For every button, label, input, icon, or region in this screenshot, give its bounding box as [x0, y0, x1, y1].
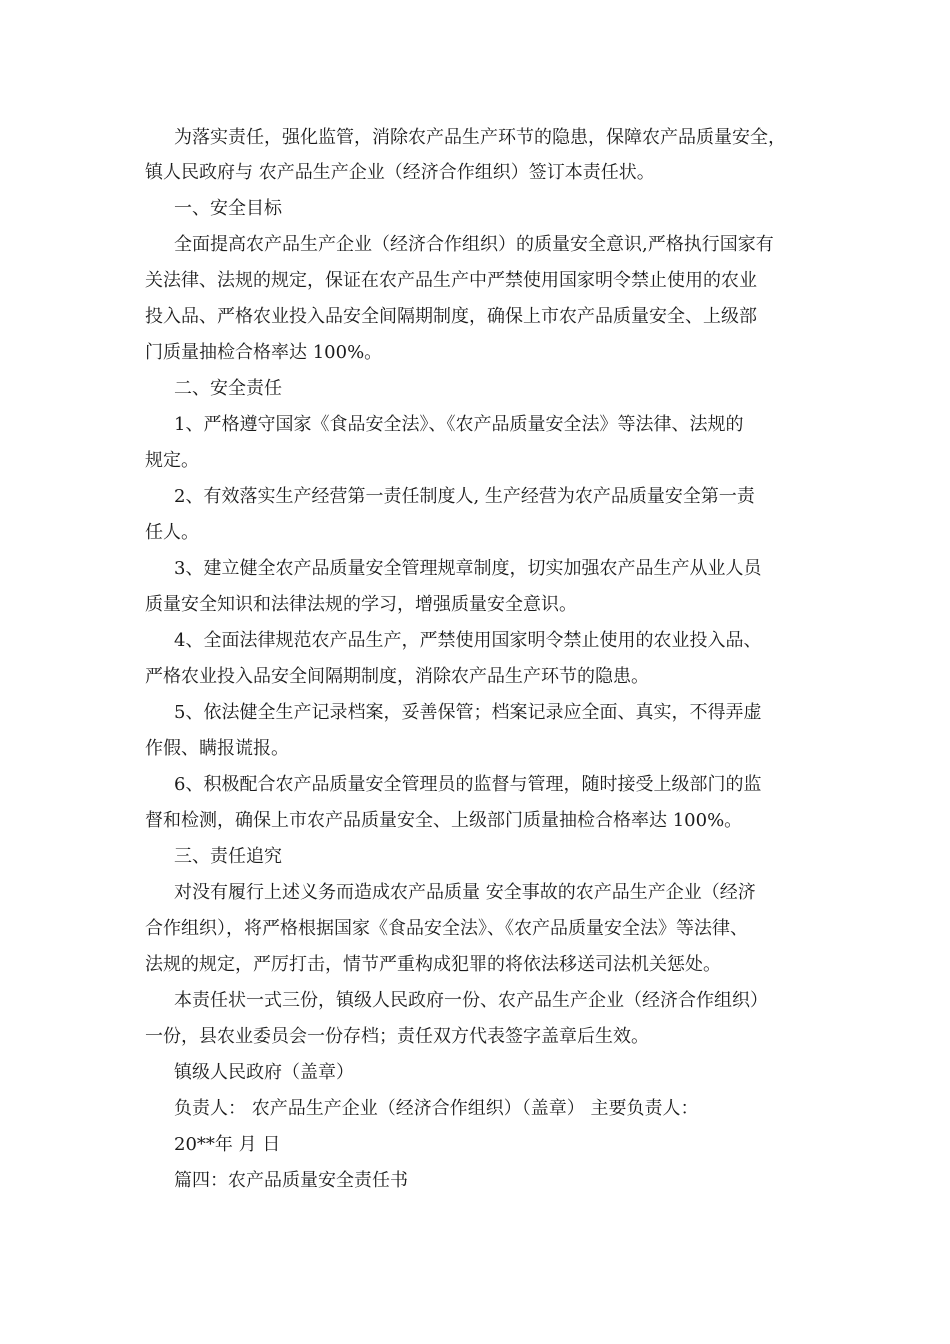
paragraph-line: 对没有履行上述义务而造成农产品质量 安全事故的农产品生产企业（经济: [174, 882, 756, 903]
paragraph-line: 门质量抽检合格率达 100%。: [145, 342, 383, 363]
list-item: 作假、瞒报谎报。: [145, 738, 289, 759]
list-item: 5、依法健全生产记录档案，妥善保管；档案记录应全面、真实，不得弄虚: [174, 702, 762, 723]
list-item: 3、建立健全农产品质量安全管理规章制度，切实加强农产品生产从业人员: [174, 558, 762, 579]
section-heading: 三、责任追究: [174, 846, 282, 867]
list-item: 严格农业投入品安全间隔期制度，消除农产品生产环节的隐患。: [145, 666, 649, 687]
paragraph-line: 为落实责任，强化监管，消除农产品生产环节的隐患，保障农产品质量安全，: [174, 127, 786, 148]
list-item: 督和检测，确保上市农产品质量安全、上级部门质量抽检合格率达 100%。: [145, 810, 743, 831]
signature-date: 20**年 月 日: [174, 1134, 281, 1155]
paragraph-line: 法规的规定，严厉打击，情节严重构成犯罪的将依法移送司法机关惩处。: [145, 954, 721, 975]
paragraph-line: 本责任状一式三份，镇级人民政府一份、农产品生产企业（经济合作组织）: [174, 990, 768, 1011]
paragraph-line: 投入品、严格农业投入品安全间隔期制度，确保上市农产品质量安全、上级部: [145, 306, 757, 327]
list-item: 6、积极配合农产品质量安全管理员的监督与管理，随时接受上级部门的监: [174, 774, 762, 795]
section-heading: 二、安全责任: [174, 378, 282, 399]
paragraph-line: 合作组织），将严格根据国家《食品安全法》、《农产品质量安全法》等法律、: [145, 918, 748, 939]
next-section-title: 篇四：农产品质量安全责任书: [174, 1170, 408, 1191]
list-item: 1、严格遵守国家《食品安全法》、《农产品质量安全法》等法律、法规的: [174, 414, 744, 435]
paragraph-line: 一份，县农业委员会一份存档；责任双方代表签字盖章后生效。: [145, 1026, 649, 1047]
list-item: 质量安全知识和法律法规的学习，增强质量安全意识。: [145, 594, 577, 615]
paragraph-line: 全面提高农产品生产企业（经济合作组织）的质量安全意识,严格执行国家有: [174, 234, 774, 255]
paragraph-line: 关法律、法规的规定，保证在农产品生产中严禁使用国家明令禁止使用的农业: [145, 270, 757, 291]
signature-government: 镇级人民政府（盖章）: [174, 1062, 354, 1083]
list-item: 任人。: [145, 522, 199, 543]
signature-persons: 负责人： 农产品生产企业（经济合作组织）（盖章） 主要负责人：: [174, 1098, 699, 1119]
paragraph-line: 镇人民政府与 农产品生产企业（经济合作组织）签订本责任状。: [145, 162, 655, 183]
list-item: 2、有效落实生产经营第一责任制度人, 生产经营为农产品质量安全第一责: [174, 486, 755, 507]
list-item: 规定。: [145, 450, 199, 471]
list-item: 4、全面法律规范农产品生产，严禁使用国家明令禁止使用的农业投入品、: [174, 630, 762, 651]
section-heading: 一、安全目标: [174, 198, 282, 219]
